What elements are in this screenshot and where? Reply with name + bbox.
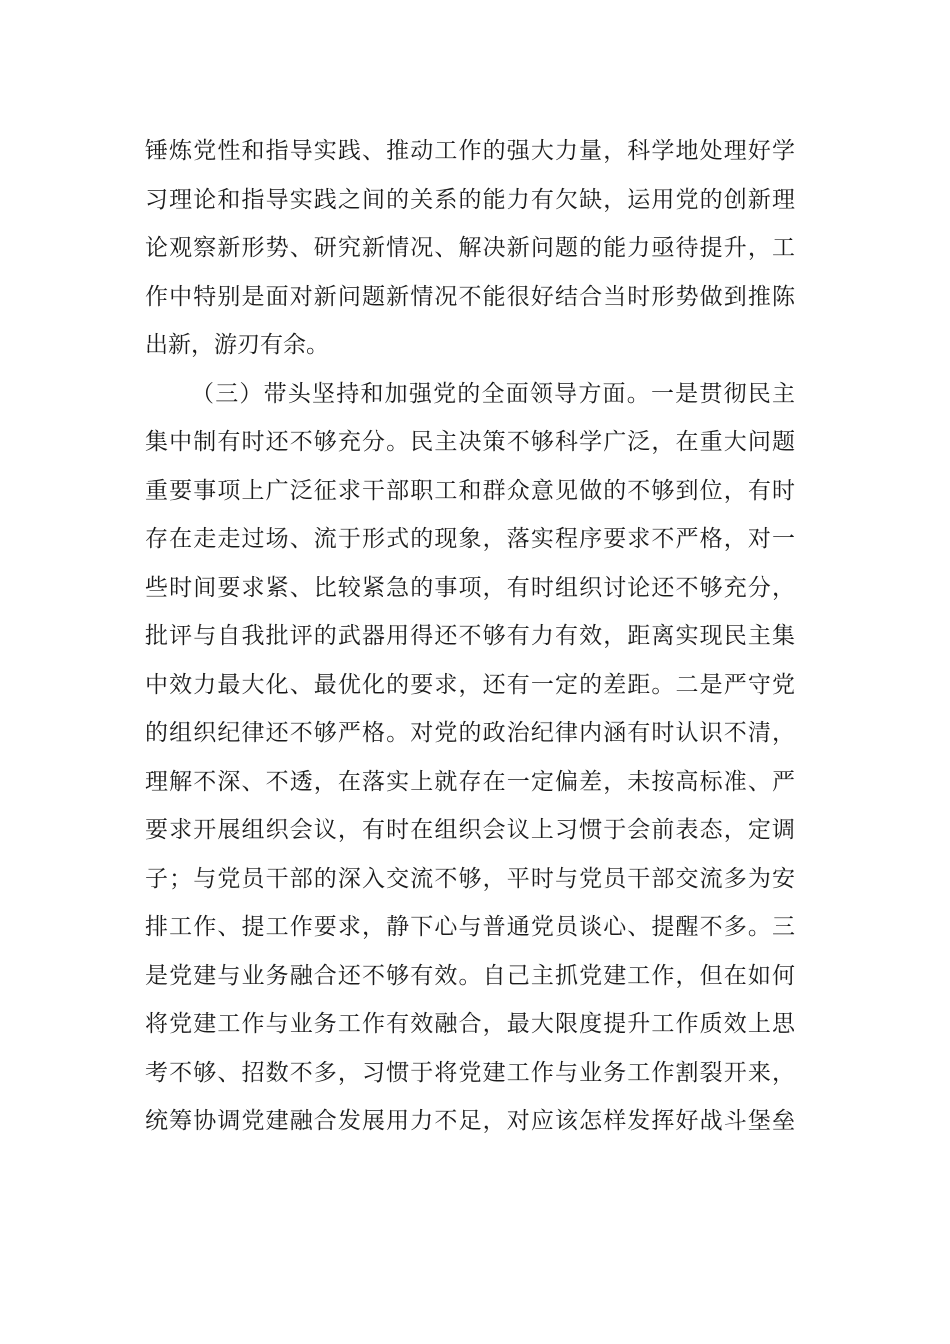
text-line: 统筹协调党建融合发展用力不足，对应该怎样发挥好战斗堡垒 [145, 1108, 795, 1134]
text-line: 批评与自我批评的武器用得还不够有力有效，距离实现民主集 [145, 623, 795, 649]
text-line: 作中特别是面对新问题新情况不能很好结合当时形势做到推陈 [145, 283, 795, 310]
text-line: 是党建与业务融合还不够有效。自己主抓党建工作，但在如何 [145, 962, 795, 989]
text-line: 理解不深、不透，在落实上就存在一定偏差，未按高标准、严 [145, 768, 795, 795]
text-line: 集中制有时还不够充分。民主决策不够科学广泛，在重大问题 [145, 429, 795, 455]
text-line: 重要事项上广泛征求干部职工和群众意见做的不够到位，有时 [145, 477, 795, 504]
document-body [145, 127, 795, 1146]
text-line: 论观察新形势、研究新情况、解决新问题的能力亟待提升，工 [145, 235, 795, 261]
text-line: 存在走走过场、流于形式的现象，落实程序要求不严格，对一 [145, 526, 795, 552]
text-line: 排工作、提工作要求，静下心与普通党员谈心、提醒不多。三 [145, 914, 795, 940]
text-line: 要求开展组织会议，有时在组织会议上习惯于会前表态，定调 [145, 817, 795, 843]
text-line: 锤炼党性和指导实践、推动工作的强大力量，科学地处理好学 [145, 138, 795, 164]
text-line: 将党建工作与业务工作有效融合，最大限度提升工作质效上思 [145, 1011, 795, 1037]
text-line: 些时间要求紧、比较紧急的事项，有时组织讨论还不够充分， [145, 574, 795, 601]
text-line: 出新，游刃有余。 [145, 332, 329, 358]
text-line: 的组织纪律还不够严格。对党的政治纪律内涵有时认识不清， [145, 720, 795, 746]
text-line: 习理论和指导实践之间的关系的能力有欠缺，运用党的创新理 [145, 186, 795, 213]
text-line: 考不够、招数不多，习惯于将党建工作与业务工作割裂开来， [145, 1059, 795, 1086]
text-line: 子；与党员干部的深入交流不够，平时与党员干部交流多为安 [145, 865, 795, 892]
text-line: 中效力最大化、最优化的要求，还有一定的差距。二是严守党 [145, 671, 795, 698]
section-heading-line: （三）带头坚持和加强党的全面领导方面。一是贯彻民主 [191, 380, 795, 407]
